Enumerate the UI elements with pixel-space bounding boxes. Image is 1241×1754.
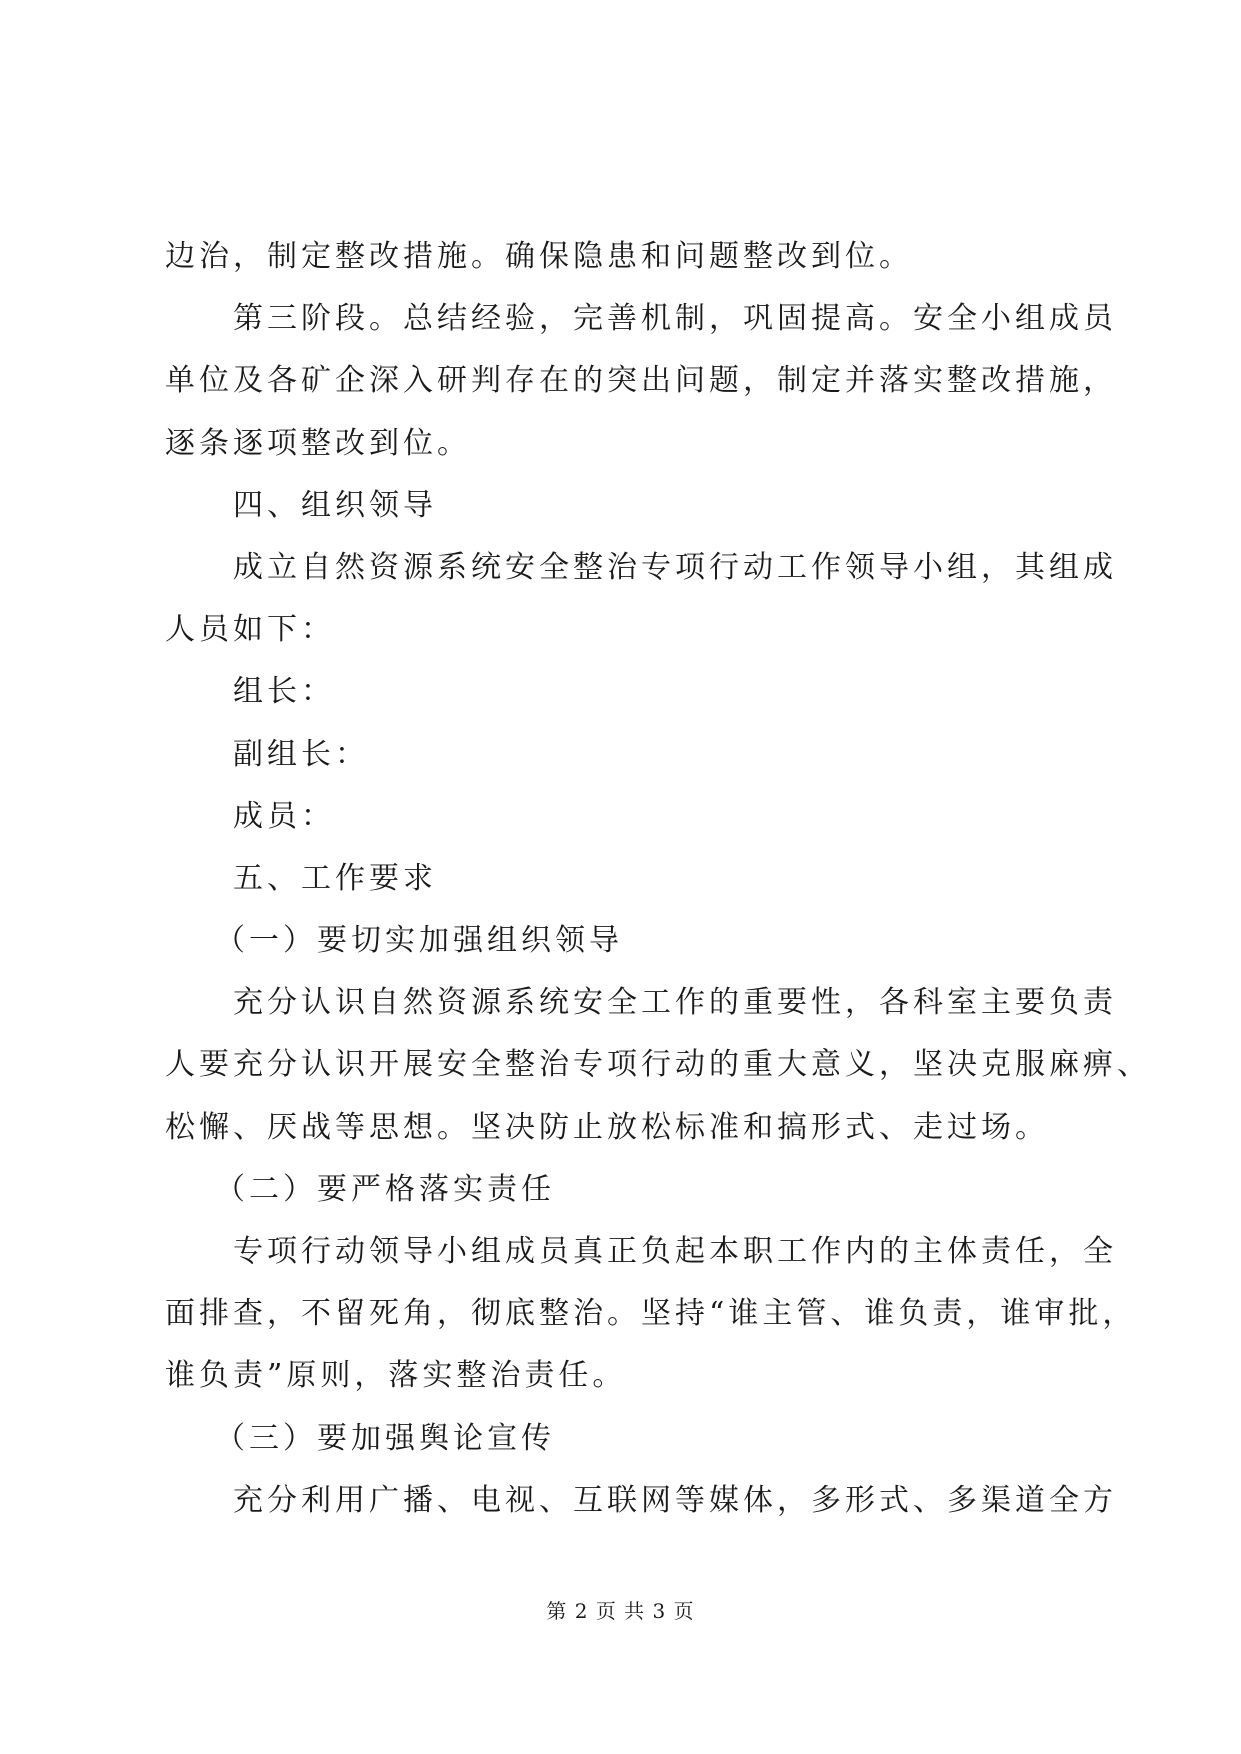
- paragraph-line: 逐条逐项整改到位。: [165, 425, 471, 461]
- document-body: [165, 226, 1151, 1532]
- section-heading: 五、工作要求: [233, 860, 437, 896]
- paragraph-line: 充分利用广播、电视、互联网等媒体，多形式、多渠道全方: [233, 1482, 1117, 1518]
- role-line: 副组长：: [233, 736, 369, 772]
- paragraph-line: 人要充分认识开展安全整治专项行动的重大意义，坚决克服麻痹、: [165, 1047, 1151, 1083]
- subsection-heading: （一）要切实加强组织领导: [215, 923, 623, 959]
- paragraph-line: 边治，制定整改措施。确保隐患和问题整改到位。: [165, 239, 913, 274]
- section-heading: 四、组织领导: [233, 487, 437, 523]
- paragraph-line: 谁负责”原则，落实整治责任。: [165, 1358, 627, 1394]
- role-line: 组长：: [233, 674, 335, 710]
- subsection-heading: （二）要严格落实责任: [215, 1171, 555, 1207]
- paragraph-line: 专项行动领导小组成员真正负起本职工作内的主体责任，全: [233, 1234, 1117, 1269]
- paragraph-line: 人员如下：: [165, 612, 335, 648]
- role-line: 成员：: [233, 798, 335, 834]
- paragraph-line: 充分认识自然资源系统安全工作的重要性，各科室主要负责: [233, 985, 1117, 1021]
- paragraph-line: 成立自然资源系统安全整治专项行动工作领导小组，其组成: [233, 549, 1117, 585]
- paragraph-line: 松懈、厌战等思想。坚决防止放松标准和搞形式、走过场。: [165, 1109, 1049, 1145]
- subsection-heading: （三）要加强舆论宣传: [215, 1420, 555, 1456]
- paragraph-line: 第三阶段。总结经验，完善机制，巩固提高。安全小组成员: [233, 301, 1117, 337]
- paragraph-line: 面排查，不留死角，彻底整治。坚持“谁主管、谁负责，谁审批，: [165, 1296, 1137, 1332]
- paragraph-line: 单位及各矿企深入研判存在的突出问题，制定并落实整改措施，: [165, 363, 1117, 399]
- page-number-footer: 第 2 页 共 3 页: [546, 1599, 695, 1623]
